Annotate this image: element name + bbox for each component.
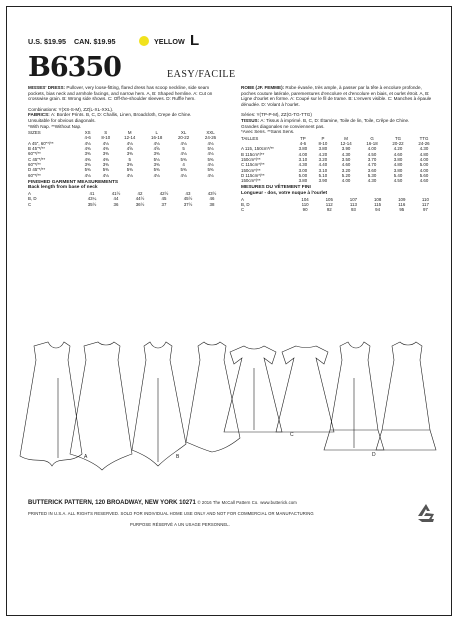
finished-cell: 35½ bbox=[87, 201, 97, 207]
finished-cell: 43¼ bbox=[87, 196, 97, 202]
finished-cell: 46 bbox=[209, 196, 215, 202]
yardage-row-label: B 115cm*/** bbox=[241, 151, 265, 157]
yardage-cell: 4⅛ bbox=[207, 140, 214, 146]
yardage-cell: 4⅛ bbox=[180, 151, 187, 157]
yardage-cell: 4⅛ bbox=[102, 172, 109, 178]
french-yardage-table bbox=[241, 136, 437, 184]
finished-cell: 44 bbox=[113, 196, 119, 202]
yardage-cell: 5⅛ bbox=[153, 156, 160, 162]
size-range: 12-14 bbox=[124, 135, 136, 141]
french-back-length: Longueur - dos, votre nuque à l'ourlet bbox=[241, 191, 328, 197]
sketch-view-a-front bbox=[20, 342, 82, 466]
yardage-cell: 4.00 bbox=[298, 151, 308, 157]
yardage-cell: 4⅛ bbox=[180, 140, 187, 146]
yardage-cell: 4 bbox=[182, 161, 185, 167]
french-description-title: ROBE (JF. FEMME): bbox=[241, 85, 285, 90]
yardage-cell: 4.00 bbox=[419, 156, 429, 162]
sketch-label-b: B bbox=[176, 454, 180, 460]
yardage-cell: 4.00 bbox=[341, 178, 351, 184]
yardage-cell: 3⅜ bbox=[126, 161, 133, 167]
finished-row-label: B, D bbox=[241, 201, 250, 207]
english-description bbox=[28, 85, 224, 102]
finished-cell: 105 bbox=[325, 196, 333, 202]
finished-cell: 113 bbox=[349, 201, 357, 207]
size-letter: L bbox=[190, 32, 200, 49]
finished-cell: 117 bbox=[421, 201, 429, 207]
color-name: YELLOW bbox=[154, 37, 185, 46]
yardage-row-label: 60"*/** bbox=[28, 161, 41, 167]
yardage-cell: 4.30 bbox=[367, 178, 377, 184]
yardage-cell: 4⅜ bbox=[84, 156, 91, 162]
yardage-cell: 4.40 bbox=[318, 162, 328, 168]
french-fabrics-text: A: Tissus à imprimé. B, C, D: Étamine, Toile de lin, Toile, Crêpe de Chine. bbox=[260, 117, 410, 123]
yardage-cell: 3⅜ bbox=[153, 161, 160, 167]
yardage-cell: 5⅛ bbox=[207, 146, 214, 152]
finished-row bbox=[241, 207, 437, 212]
size-range: 12-14 bbox=[340, 141, 352, 147]
pattern-number: B6350 bbox=[28, 52, 121, 83]
yardage-cell: 4⅛ bbox=[153, 140, 160, 146]
yardage-row-label: 60"*/** bbox=[28, 151, 41, 157]
sketch-view-c-front bbox=[224, 346, 282, 432]
size-range: 4-6 bbox=[299, 141, 307, 147]
yardage-cell: 4⅜ bbox=[102, 156, 109, 162]
finished-cell: 95 bbox=[399, 207, 405, 213]
yardage-row bbox=[28, 173, 224, 178]
english-unsuitable: Unsuitable for obvious diagonals. bbox=[28, 117, 96, 123]
size-code: P bbox=[321, 135, 325, 141]
finished-cell: 37 bbox=[161, 201, 167, 207]
yardage-cell: 3.20 bbox=[341, 167, 351, 173]
yardage-cell: 4⅝ bbox=[153, 146, 160, 152]
yardage-cell: 3.60 bbox=[367, 167, 377, 173]
yardage-cell: 4.60 bbox=[419, 178, 429, 184]
size-range: 20-22 bbox=[392, 141, 404, 147]
yardage-row-label: 150cm*/** bbox=[241, 156, 261, 162]
yardage-cell: 4⅛ bbox=[207, 151, 214, 157]
difficulty-level: EASY/FACILE bbox=[167, 69, 236, 80]
yardage-cell: 3.10 bbox=[318, 167, 328, 173]
sizes-label: TAILLES bbox=[241, 135, 259, 141]
yardage-cell: 3.90 bbox=[318, 178, 328, 184]
yardage-cell: 4.00 bbox=[419, 167, 429, 173]
yardage-cell: 4.60 bbox=[341, 162, 351, 168]
yardage-row-label: D 45"*/** bbox=[28, 167, 46, 173]
finished-cell: 43½ bbox=[207, 191, 217, 197]
english-finished-table bbox=[28, 191, 224, 207]
yardage-row-label: A 45", 60"*/** bbox=[28, 140, 54, 146]
yardage-cell: 3.10 bbox=[298, 156, 308, 162]
yardage-cell: 4⅛ bbox=[207, 161, 214, 167]
yardage-cell: 5.60 bbox=[419, 172, 429, 178]
size-code: TG bbox=[394, 135, 402, 141]
finished-cell: 110 bbox=[301, 201, 309, 207]
yardage-cell: 3.80 bbox=[298, 178, 308, 184]
yardage-row-label: 60"*/** bbox=[28, 172, 41, 178]
yardage-cell: 3.80 bbox=[298, 146, 308, 152]
finished-cell: 115 bbox=[374, 201, 382, 207]
yardage-cell: 3.90 bbox=[341, 146, 351, 152]
finished-cell: 97 bbox=[422, 207, 428, 213]
yardage-cell: 3.70 bbox=[367, 156, 377, 162]
yardage-cell: 4.30 bbox=[341, 151, 351, 157]
size-code: TTG bbox=[419, 135, 429, 141]
sketch-label-a: A bbox=[84, 454, 88, 460]
yardage-cell: 5⅜ bbox=[207, 156, 214, 162]
yardage-cell: 3⅜ bbox=[102, 151, 109, 157]
size-range: 4-6 bbox=[84, 135, 91, 141]
yardage-row-label: C 115cm*/** bbox=[241, 162, 265, 168]
finished-cell: 36½ bbox=[135, 201, 145, 207]
yardage-cell: 5.30 bbox=[367, 172, 377, 178]
finished-row-label: A bbox=[28, 191, 31, 197]
size-range: 8-10 bbox=[101, 135, 111, 141]
yardage-cell: 4.20 bbox=[318, 151, 328, 157]
yardage-cell: 3.00 bbox=[298, 167, 308, 173]
yardage-cell: 4⅛ bbox=[180, 172, 187, 178]
finished-cell: 41½ bbox=[111, 191, 121, 197]
finished-cell: 108 bbox=[373, 196, 382, 202]
finished-row-label: B, D bbox=[28, 196, 37, 202]
english-nap-note: *With Nap. **Without Nap. bbox=[28, 123, 82, 129]
finished-cell: 109 bbox=[398, 196, 406, 202]
yardage-cell: 5⅜ bbox=[126, 167, 133, 173]
yardage-cell: 4⅛ bbox=[126, 172, 133, 178]
yardage-cell: 5⅜ bbox=[84, 167, 91, 173]
yardage-cell: 3.20 bbox=[318, 156, 328, 162]
english-back-length: Back length from base of neck bbox=[28, 185, 98, 191]
yardage-cell: 4.50 bbox=[393, 178, 403, 184]
finished-cell: 45½ bbox=[183, 196, 193, 202]
sketch-view-d-back bbox=[376, 342, 436, 450]
yardage-cell: 4⅛ bbox=[84, 140, 91, 146]
size-range: 20-22 bbox=[177, 135, 190, 141]
yardage-cell: 4.30 bbox=[298, 162, 308, 168]
finished-row-label: A bbox=[241, 196, 244, 202]
yardage-cell: 3.50 bbox=[341, 156, 351, 162]
finished-cell: 41 bbox=[89, 191, 95, 197]
yardage-cell: 5.20 bbox=[341, 172, 351, 178]
size-code: XS bbox=[84, 130, 91, 136]
yardage-cell: 3⅜ bbox=[102, 161, 109, 167]
yardage-row-label: 150cm*/** bbox=[241, 178, 261, 184]
size-code: M bbox=[127, 130, 132, 136]
french-fabrics bbox=[241, 118, 437, 124]
yardage-cell: 5 bbox=[128, 156, 131, 162]
footer-company: BUTTERICK PATTERN, 120 BROADWAY, NEW YORK 10271 bbox=[28, 500, 196, 506]
english-yardage-table bbox=[28, 130, 224, 178]
finished-cell: 92 bbox=[326, 207, 332, 213]
size-code: L bbox=[155, 130, 158, 136]
sketch-label-c: C bbox=[290, 432, 294, 438]
english-combinations: Combinations: Y(XS-S-M), ZZ(L-XL-XXL). bbox=[28, 106, 114, 112]
yardage-cell: 3⅜ bbox=[153, 151, 160, 157]
sizes-label: SIZES bbox=[28, 130, 41, 136]
size-range: 24-26 bbox=[418, 141, 430, 147]
yardage-cell: 4.70 bbox=[367, 162, 377, 168]
finished-cell: 112 bbox=[325, 201, 333, 207]
yardage-row bbox=[241, 178, 437, 183]
yardage-cell: 5⅜ bbox=[102, 167, 109, 173]
footer-company-line bbox=[28, 500, 398, 506]
french-column bbox=[241, 85, 437, 213]
finished-cell: 37½ bbox=[183, 201, 193, 207]
yardage-row-label: C 45"*/** bbox=[28, 156, 46, 162]
finished-cell: 116 bbox=[398, 201, 406, 207]
yardage-cell: 5.10 bbox=[318, 172, 328, 178]
english-description-title: MISSES' DRESS: bbox=[28, 85, 66, 90]
finished-cell: 104 bbox=[301, 196, 309, 202]
finished-cell: 38 bbox=[209, 201, 215, 207]
footer-rights: PRINTED IN U.S.A. ALL RIGHTS RESERVED. SOLD FOR INDIVIDUAL HOME USE ONLY AND NOT FOR COMMERCIAL OR MANUFACTURING bbox=[28, 511, 314, 516]
yardage-row-label: B 45"*/** bbox=[28, 146, 45, 152]
english-column bbox=[28, 85, 224, 207]
size-code: TP bbox=[300, 135, 306, 141]
french-finished-title: MESURES DU VÊTEMENT FINI bbox=[241, 185, 311, 191]
finished-cell: 110 bbox=[421, 196, 429, 202]
size-code: G bbox=[370, 135, 374, 141]
yardage-cell: 4⅝ bbox=[126, 146, 133, 152]
sketch-view-b-front bbox=[132, 342, 186, 466]
size-range: 16-18 bbox=[151, 135, 163, 141]
french-nap-note: *Avec Sens. **Sans Sens. bbox=[241, 129, 295, 135]
yardage-cell: 3.80 bbox=[393, 156, 403, 162]
size-range: 8-10 bbox=[318, 141, 328, 147]
sketch-view-d-front bbox=[324, 342, 384, 450]
yardage-cell: 4.50 bbox=[367, 151, 377, 157]
finished-cell: 44½ bbox=[135, 196, 145, 202]
english-fabrics-text: A: Border Prints. B, C, D: Challis, Linen, Broadcloth, Crepe de Chine. bbox=[50, 112, 192, 118]
sketch-view-c-back bbox=[276, 346, 334, 432]
yardage-cell: 4⅛ bbox=[126, 140, 133, 146]
yardage-cell: 5⅜ bbox=[180, 156, 187, 162]
french-fabrics-title: TISSUS: bbox=[241, 117, 261, 123]
finished-row bbox=[28, 202, 224, 207]
yardage-cell: 5.40 bbox=[393, 172, 403, 178]
size-range: 16-18 bbox=[366, 141, 378, 147]
yardage-cell: 5⅜ bbox=[153, 167, 160, 173]
french-unsuitable: Grandes diagonales ne conviennent pas. bbox=[241, 123, 325, 129]
price-us: U.S. $19.95 bbox=[28, 37, 66, 46]
finished-cell: 94 bbox=[375, 207, 381, 213]
size-range: 24-26 bbox=[204, 135, 217, 141]
color-dot bbox=[139, 36, 149, 46]
yardage-cell: 5⅜ bbox=[207, 167, 214, 173]
finished-cell: 42½ bbox=[159, 191, 169, 197]
yardage-cell: 5.00 bbox=[298, 172, 308, 178]
yardage-cell: 4.20 bbox=[393, 146, 403, 152]
yardage-cell: 4.00 bbox=[367, 146, 377, 152]
yardage-cell: 4⅛ bbox=[207, 172, 214, 178]
english-fabrics-title: FABRICS: bbox=[28, 112, 51, 118]
yardage-cell: 4⅜ bbox=[84, 146, 91, 152]
yardage-cell: 5.00 bbox=[419, 162, 429, 168]
french-finished-table bbox=[241, 197, 437, 213]
yardage-cell: 4.60 bbox=[393, 151, 403, 157]
recycle-icon bbox=[414, 502, 438, 524]
yardage-row-label: A 115, 150cm*/** bbox=[241, 146, 274, 152]
yardage-cell: 3.80 bbox=[393, 167, 403, 173]
size-code: XL bbox=[180, 130, 187, 136]
english-finished-title: FINISHED GARMENT MEASUREMENTS bbox=[28, 179, 119, 185]
finished-row-label: C bbox=[241, 207, 245, 213]
yardage-cell: 4.80 bbox=[419, 151, 429, 157]
sketch-view-a-back bbox=[70, 342, 132, 470]
size-code: S bbox=[104, 130, 108, 136]
footer-purpose: PURPOSE RÉSERVÉ A UN USAGE PERSONNEL. bbox=[130, 522, 230, 527]
yardage-cell: 5⅜ bbox=[180, 167, 187, 173]
finished-cell: 43 bbox=[185, 191, 191, 197]
french-series: Séries: Y(TP-P-M), ZZ(G-TG-TTG) bbox=[241, 112, 312, 118]
yardage-cell: 3⅜ bbox=[84, 161, 91, 167]
finished-cell: 45 bbox=[161, 196, 167, 202]
yardage-row-label: D 115cm*/** bbox=[241, 172, 265, 178]
yardage-cell: 4⅛ bbox=[102, 140, 109, 146]
finished-cell: 36 bbox=[113, 201, 119, 207]
sketch-label-d: D bbox=[372, 452, 376, 458]
footer-website: www.butterick.com bbox=[260, 500, 297, 505]
size-code: XXL bbox=[206, 130, 215, 136]
price-line bbox=[28, 37, 122, 46]
yardage-cell: 3.80 bbox=[318, 146, 328, 152]
footer-copyright: © 2016 The McCall Pattern Co. bbox=[197, 500, 259, 505]
finished-cell: 107 bbox=[349, 196, 358, 202]
finished-cell: 93 bbox=[350, 207, 356, 213]
french-description bbox=[241, 85, 437, 107]
technical-sketches bbox=[18, 338, 442, 478]
yardage-cell: 4⅛ bbox=[84, 172, 91, 178]
english-description-text: Pullover, very loose-fitting, flared dress has scoop neckline, side seam pockets, bias neck and armhole facings, and narrow hem. A, B: Shaped hemline. A: Cut on crosswise grain. B: Wrong side shows. C: Off-the-shoulder sleeves. D: Ruffle hem. bbox=[28, 85, 213, 102]
finished-cell: 90 bbox=[302, 207, 308, 213]
yardage-cell: 5 bbox=[182, 146, 185, 152]
finished-cell: 42 bbox=[137, 191, 143, 197]
yardage-cell: 4.30 bbox=[419, 146, 429, 152]
yardage-cell: 3⅜ bbox=[84, 151, 91, 157]
price-can: CAN. $19.95 bbox=[73, 37, 116, 46]
french-description-text: Robe évasée, très ample, à passer par la tête à encolure profonde, poches couture latérale, parementures d'encolure et d'encolure en biais, et ourlet étroit. A, B: Ligne d'ourlet en forme. A: Coupé sur le fil de trame. B: L'envers visible. C: Manches à épaule dénudée. D: Volant à l'ourlet. bbox=[241, 85, 432, 107]
yardage-row-label: 150cm*/** bbox=[241, 167, 261, 173]
yardage-cell: 4⅛ bbox=[153, 172, 160, 178]
yardage-cell: 3⅜ bbox=[126, 151, 133, 157]
finished-row-label: C bbox=[28, 201, 32, 207]
size-code: M bbox=[344, 135, 348, 141]
yardage-cell: 4.80 bbox=[393, 162, 403, 168]
yardage-cell: 4⅜ bbox=[102, 146, 109, 152]
